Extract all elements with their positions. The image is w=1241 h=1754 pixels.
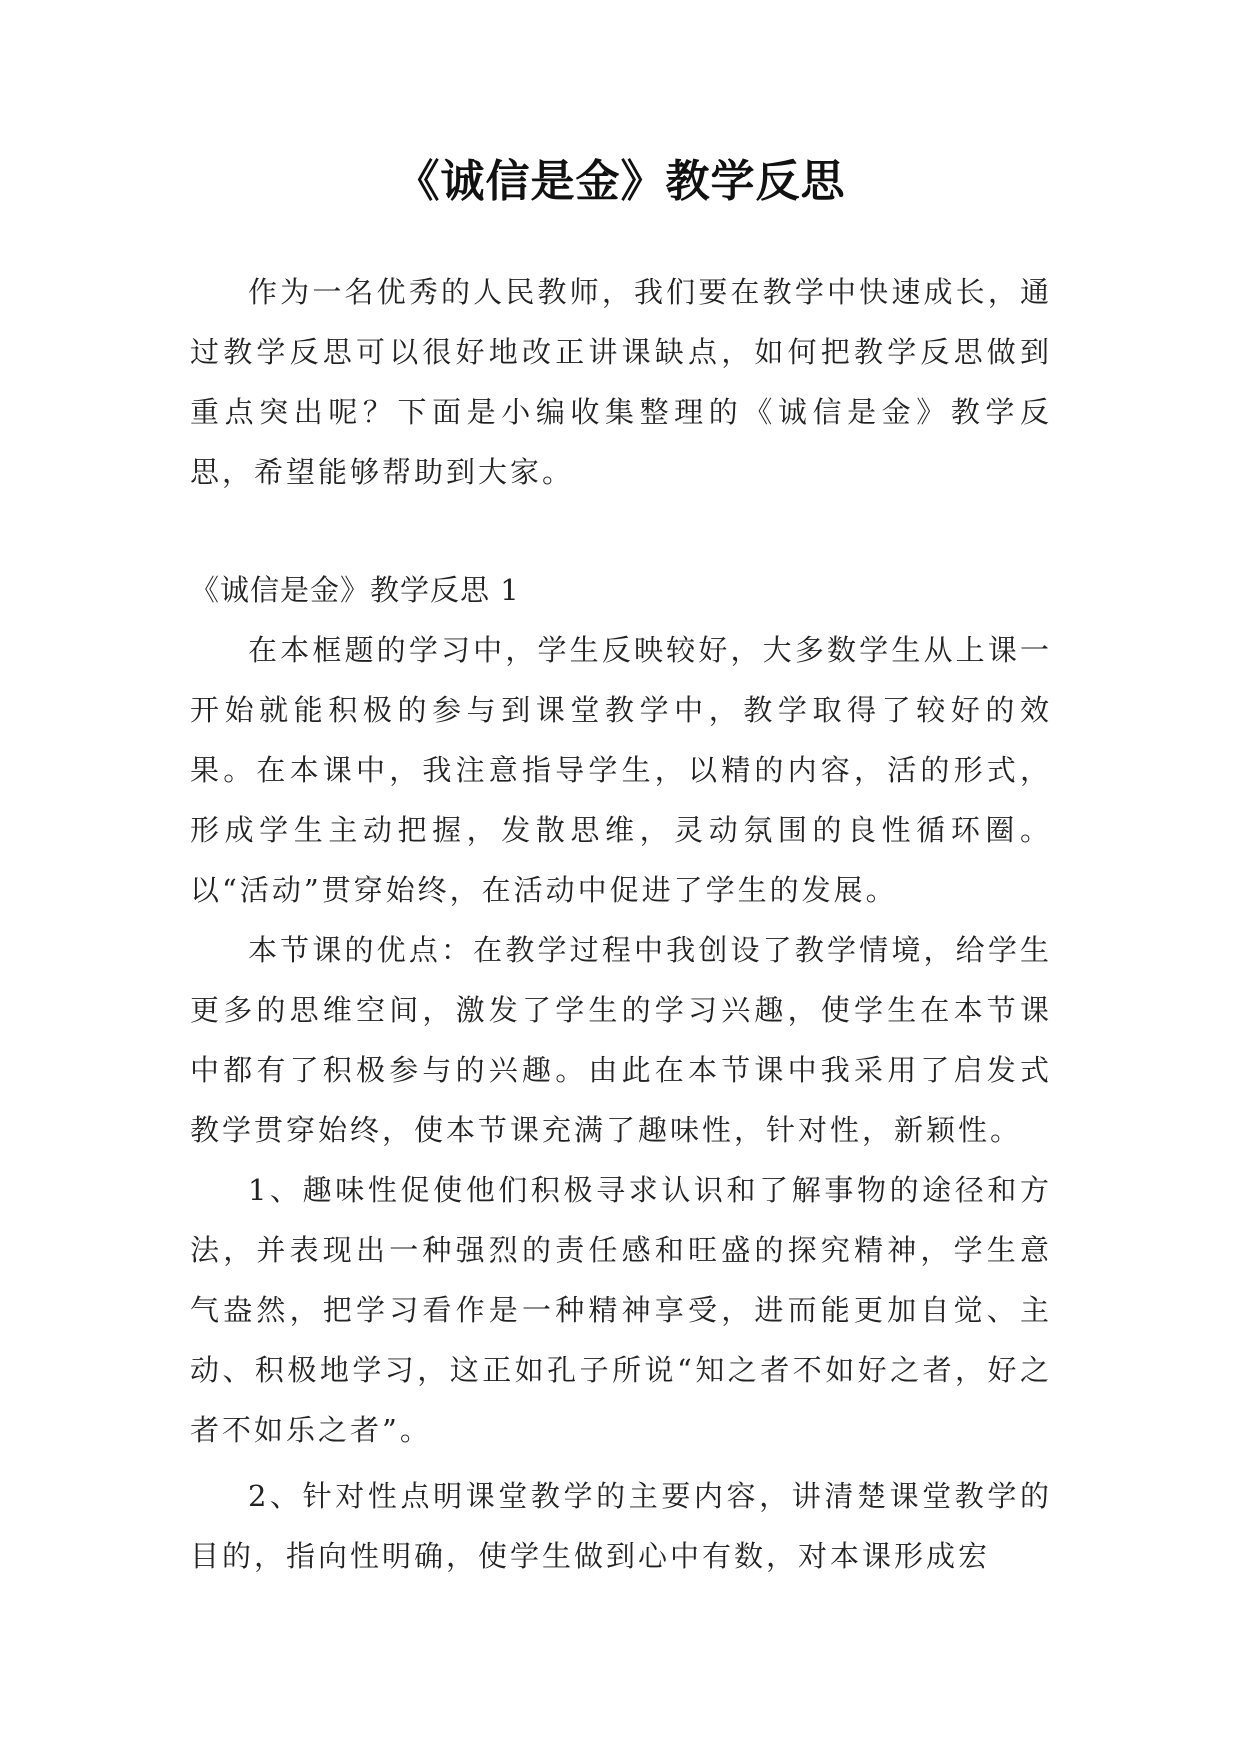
body-paragraph: 2、针对性点明课堂教学的主要内容，讲清楚课堂教学的目的，指向性明确，使学生做到心中有数，对本课形成宏 xyxy=(190,1479,1052,1573)
body-paragraph: 1、趣味性促使他们积极寻求认识和了解事物的途径和方法，并表现出一种强烈的责任感和旺盛的探究精神，学生意气盎然，把学习看作是一种精神享受，进而能更加自觉、主动、积极地学习，这正如孔子所说“知之者不如好之者，好之者不如乐之者”。 xyxy=(190,1173,1052,1447)
document-body xyxy=(190,262,1052,1586)
body-paragraph: 在本框题的学习中，学生反映较好，大多数学生从上课一开始就能积极的参与到课堂教学中，教学取得了较好的效果。在本课中，我注意指导学生，以精的内容，活的形式，形成学生主动把握，发散思维，灵动氛围的良性循环圈。以“活动”贯穿始终，在活动中促进了学生的发展。 xyxy=(190,633,1052,907)
intro-paragraph: 作为一名优秀的人民教师，我们要在教学中快速成长，通过教学反思可以很好地改正讲课缺点，如何把教学反思做到重点突出呢？下面是小编收集整理的《诚信是金》教学反思，希望能够帮助到大家。 xyxy=(190,275,1052,489)
section-heading: 《诚信是金》教学反思 1 xyxy=(190,573,520,607)
document-title: 《诚信是金》教学反思 xyxy=(395,156,846,207)
body-paragraph: 本节课的优点：在教学过程中我创设了教学情境，给学生更多的思维空间，激发了学生的学习兴趣，使学生在本节课中都有了积极参与的兴趣。由此在本节课中我采用了启发式教学贯穿始终，使本节课充满了趣味性，针对性，新颖性。 xyxy=(190,933,1052,1147)
